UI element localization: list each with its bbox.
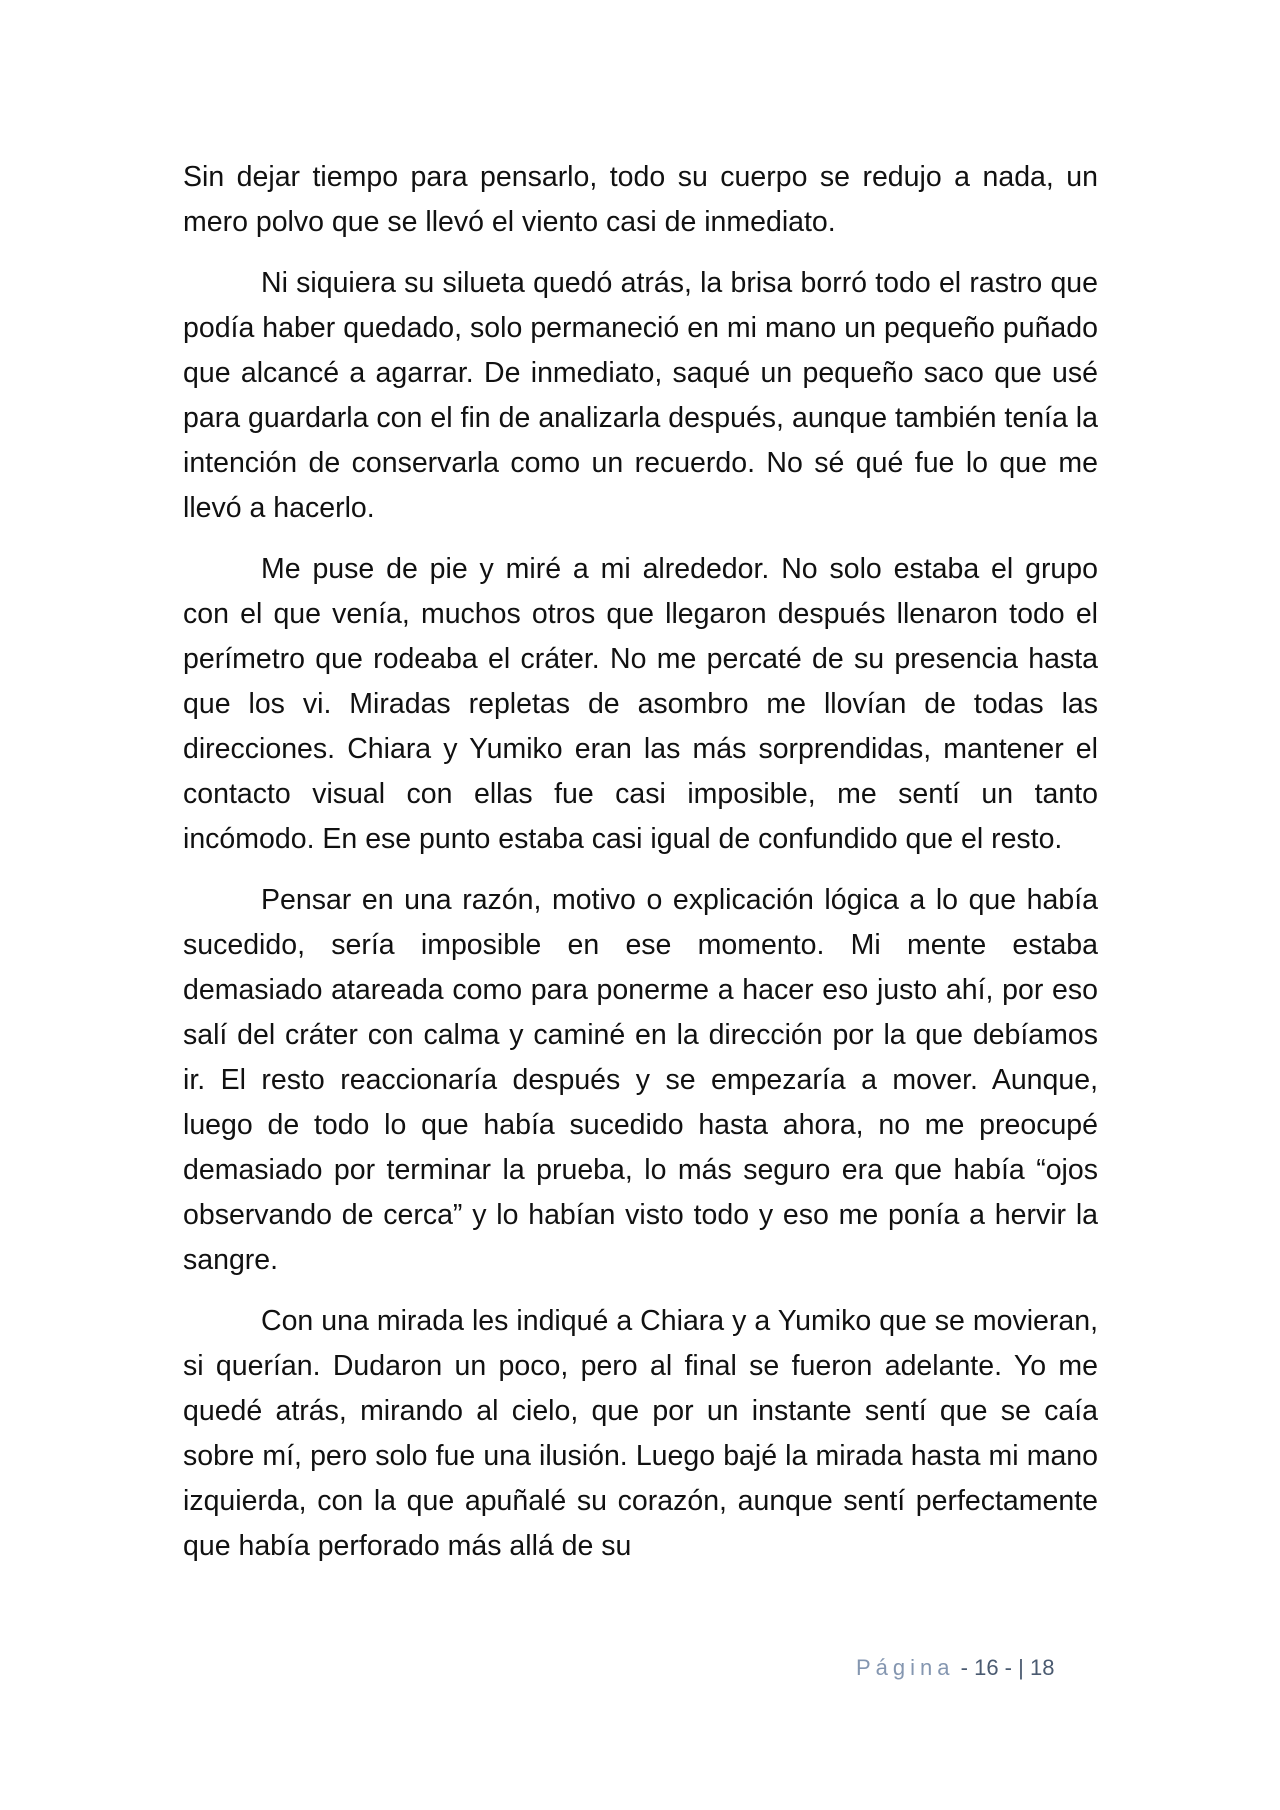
page-total: 18 — [1029, 1655, 1055, 1680]
paragraph-4: Pensar en una razón, motivo o explicación lógica a lo que había sucedido, sería imposible en ese momento. Mi mente estaba demasiado atareada como para ponerme a hacer eso justo ahí, por eso salí del cráter con calma y caminé en la dirección por la que debíamos ir. El resto reaccionaría después y se empezaría a mover. Aunque, luego de todo lo que había sucedido hasta ahora, no me preocupé demasiado por terminar la prueba, lo más seguro era que había “ojos observando de cerca” y lo habían visto todo y eso me ponía a hervir la sangre. — [183, 884, 1098, 1276]
paragraph-2: Ni siquiera su silueta quedó atrás, la brisa borró todo el rastro que podía haber quedado, solo permaneció en mi mano un pequeño puñado que alcancé a agarrar. De inmediato, saqué un pequeño saco que usé para guardarla con el fin de analizarla después, aunque también tenía la intención de conservarla como un recuerdo. No sé qué fue lo que me llevó a hacerlo. — [183, 267, 1098, 524]
page-footer — [856, 1653, 1054, 1683]
body-text — [183, 155, 1098, 1585]
page-label: Página — [856, 1655, 955, 1680]
page-number: - 16 - — [960, 1655, 1012, 1680]
paragraph-5: Con una mirada les indiqué a Chiara y a Yumiko que se movieran, si querían. Dudaron un poco, pero al final se fueron adelante. Yo me quedé atrás, mirando al cielo, que por un instante sentí que se caía sobre mí, pero solo fue una ilusión. Luego bajé la mirada hasta mi mano izquierda, con la que apuñalé su corazón, aunque sentí perfectamente que había perforado más allá de su — [183, 1305, 1098, 1562]
paragraph-1: Sin dejar tiempo para pensarlo, todo su cuerpo se redujo a nada, un mero polvo que se llevó el viento casi de inmediato. — [183, 161, 1098, 238]
page-separator: | — [1018, 1655, 1024, 1680]
paragraph-3: Me puse de pie y miré a mi alrededor. No solo estaba el grupo con el que venía, muchos otros que llegaron después llenaron todo el perímetro que rodeaba el cráter. No me percaté de su presencia hasta que los vi. Miradas repletas de asombro me llovían de todas las direcciones. Chiara y Yumiko eran las más sorprendidas, mantener el contacto visual con ellas fue casi imposible, me sentí un tanto incómodo. En ese punto estaba casi igual de confundido que el resto. — [183, 553, 1098, 855]
